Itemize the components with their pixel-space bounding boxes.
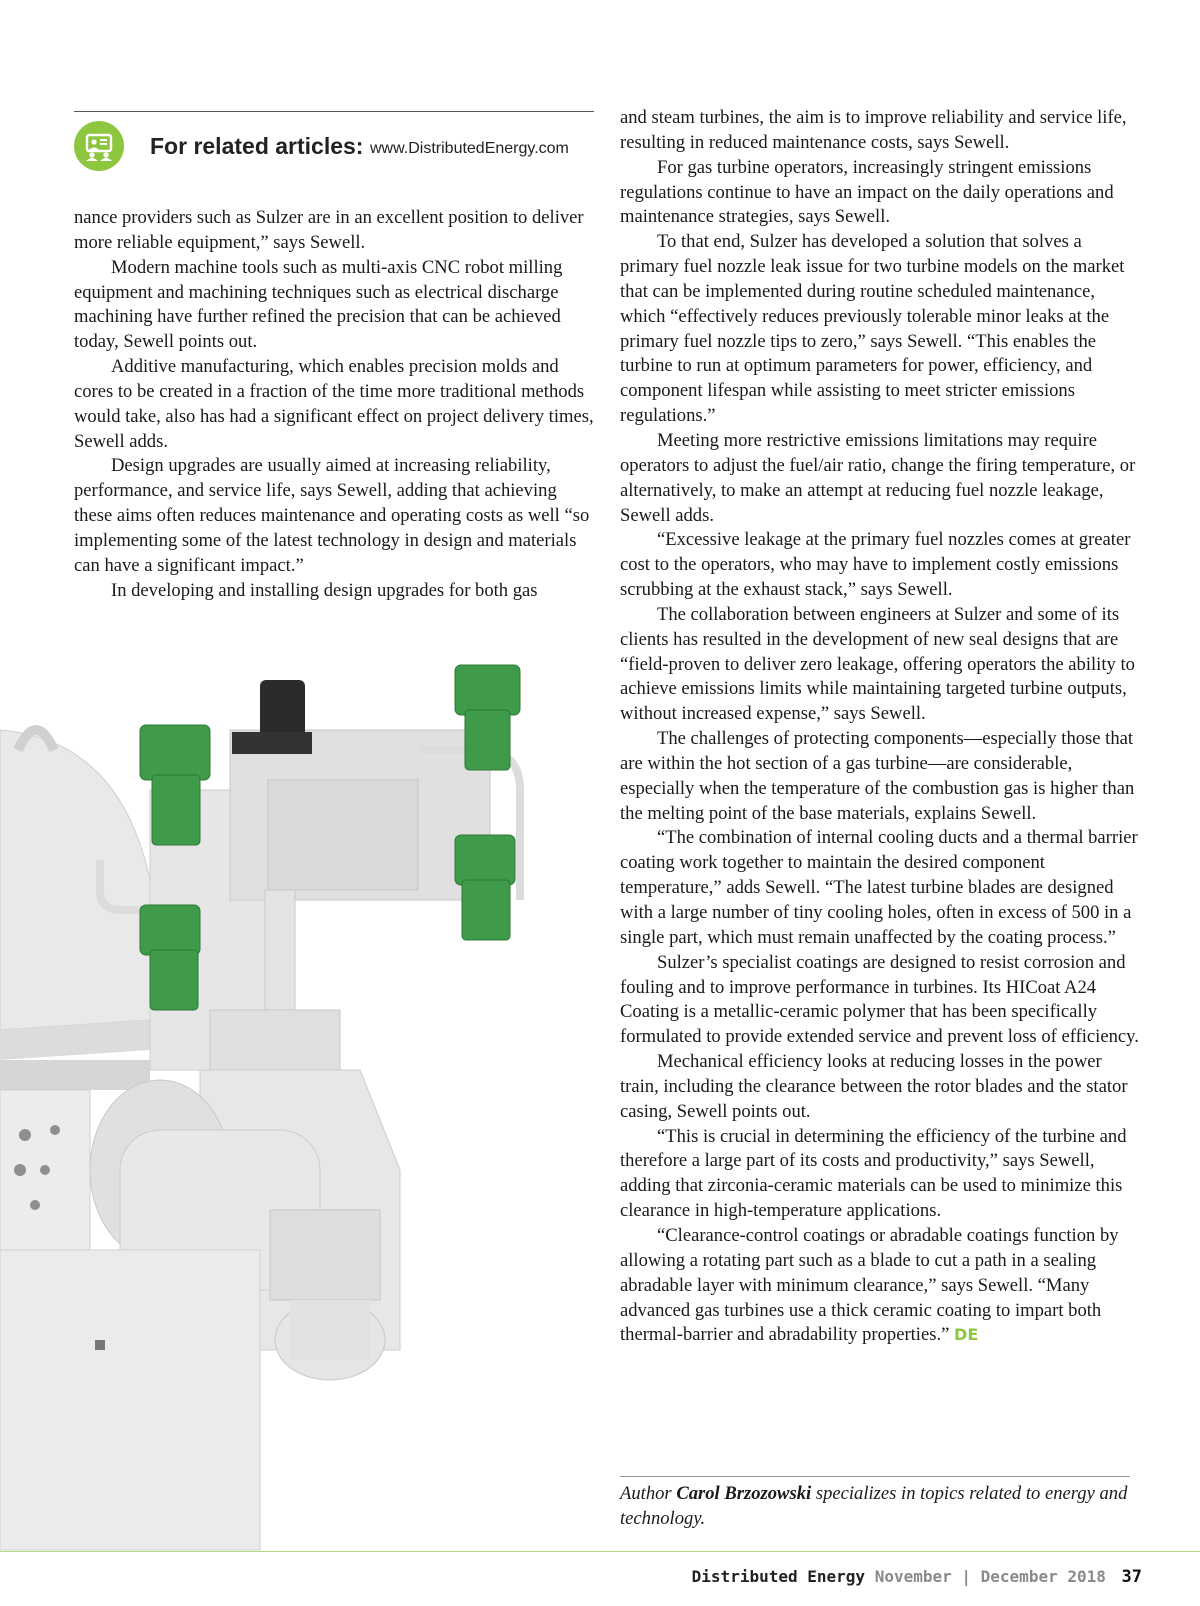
- turbine-valve-photo: [0, 650, 600, 1580]
- paragraph: nance providers such as Sulzer are in an excellent position to deliver more reliable equipment,” says Sewell.: [74, 207, 584, 253]
- paragraph: The collaboration between engineers at Sulzer and some of its clients has resulted in the development of new seal designs that are “field-proven to deliver zero leakage, offering operators the ability to achieve emissions limits while maintaining targeted turbine outputs, without increased expense,” says Sewell.: [620, 603, 1135, 725]
- paragraph: “This is crucial in determining the efficiency of the turbine and therefore a large part of its costs and productivity,” says Sewell, adding that zirconia-ceramic materials can be used to minimize this clearance in high-temperature applications.: [620, 1125, 1127, 1222]
- footer-date: November | December 2018: [874, 1567, 1106, 1586]
- last-paragraph-text: “Clearance-control coatings or abradable coatings function by allowing a rotating part such as a blade to cut a path in a sealing abradable layer with minimum clearance,” says Sewell. “Many advanced gas turbines use a thick ceramic coating to impart both thermal-barrier and abradability properties.”: [620, 1224, 1119, 1346]
- page-footer: [692, 1567, 1142, 1587]
- related-articles-icon: [74, 121, 124, 171]
- page-number: 37: [1121, 1567, 1142, 1587]
- paragraph: In developing and installing design upgrades for both gas: [111, 579, 538, 601]
- paragraph: Additive manufacturing, which enables precision molds and cores to be created in a fraction of the time more traditional methods would take, also has had a significant effect on project delivery times, Sewell adds.: [74, 356, 594, 452]
- related-articles-banner[interactable]: [74, 118, 594, 178]
- paragraph: For gas turbine operators, increasingly stringent emissions regulations continue to have an impact on the daily operations and maintenance strategies, says Sewell.: [620, 156, 1114, 228]
- paragraph: “Excessive leakage at the primary fuel nozzles comes at greater cost to the operators, who may have to implement costly emissions scrubbing at the exhaust stack,” says Sewell.: [620, 529, 1131, 601]
- paragraph: Design upgrades are usually aimed at increasing reliability, performance, and service life, says Sewell, adding that achieving these aims often reduces maintenance and operating costs as well “so implementing some of the latest technology in design and materials can have a significant impact.”: [74, 455, 590, 576]
- related-top-rule: [74, 111, 594, 112]
- author-suffix: specializes in topics related to energy and technology.: [620, 1483, 1128, 1529]
- last-paragraph: [620, 1224, 1140, 1348]
- footer-rule: [0, 1551, 1200, 1552]
- author-prefix: Author: [620, 1483, 672, 1504]
- paragraph: and steam turbines, the aim is to improve reliability and service life, resulting in reduced maintenance costs, says Sewell.: [620, 107, 1127, 153]
- paragraph: Modern machine tools such as multi-axis CNC robot milling equipment and machining techniques such as electrical discharge machining have further refined the precision that can be achieved today, Sewell points out.: [74, 256, 563, 353]
- paragraph: To that end, Sulzer has developed a solution that solves a primary fuel nozzle leak issue for two turbine models on the market that can be implemented during routine scheduled maintenance, which “effectively reduces previously tolerable minor leaks at the primary fuel nozzle tips to zero,” says Sewell. “This enables the turbine to run at optimum parameters for power, efficiency, and component lifespan while assisting to meet stricter emissions regulations.”: [620, 231, 1125, 427]
- right-column: [620, 106, 1140, 1348]
- end-mark: DE: [954, 1325, 979, 1345]
- related-articles-label: For related articles:: [150, 133, 364, 159]
- author-name: Carol Brzozowski: [676, 1483, 812, 1504]
- related-articles-link[interactable]: www.DistributedEnergy.com: [370, 140, 569, 157]
- left-column: [74, 206, 594, 604]
- paragraph: The challenges of protecting components—especially those that are within the hot section of a gas turbine—are considerable, especially when the temperature of the combustion gas is higher than the melting point of the base materials, explains Sewell.: [620, 728, 1135, 824]
- author-rule: [620, 1476, 1130, 1477]
- paragraph: Mechanical efficiency looks at reducing losses in the power train, including the clearance between the rotor blades and the stator casing, Sewell points out.: [620, 1051, 1128, 1122]
- paragraph: Sulzer’s specialist coatings are designed to resist corrosion and fouling and to improve performance in turbines. Its HICoat A24 Coating is a metallic-ceramic polymer that has been specifically formulated to provide extended service and prevent loss of efficiency.: [620, 951, 1139, 1048]
- paragraph: Meeting more restrictive emissions limitations may require operators to adjust the fuel/air ratio, change the firing temperature, or alternatively, to make an attempt at reducing fuel nozzle leakage, Sewell adds.: [620, 429, 1136, 526]
- author-bio: [620, 1482, 1140, 1532]
- footer-publication: Distributed Energy: [691, 1567, 866, 1586]
- paragraph: “The combination of internal cooling ducts and a thermal barrier coating work together to maintain the desired component temperature,” adds Sewell. “The latest turbine blades are designed with a large number of tiny cooling holes, often in excess of 500 in a single part, which must remain unaffected by the coating process.”: [620, 827, 1138, 948]
